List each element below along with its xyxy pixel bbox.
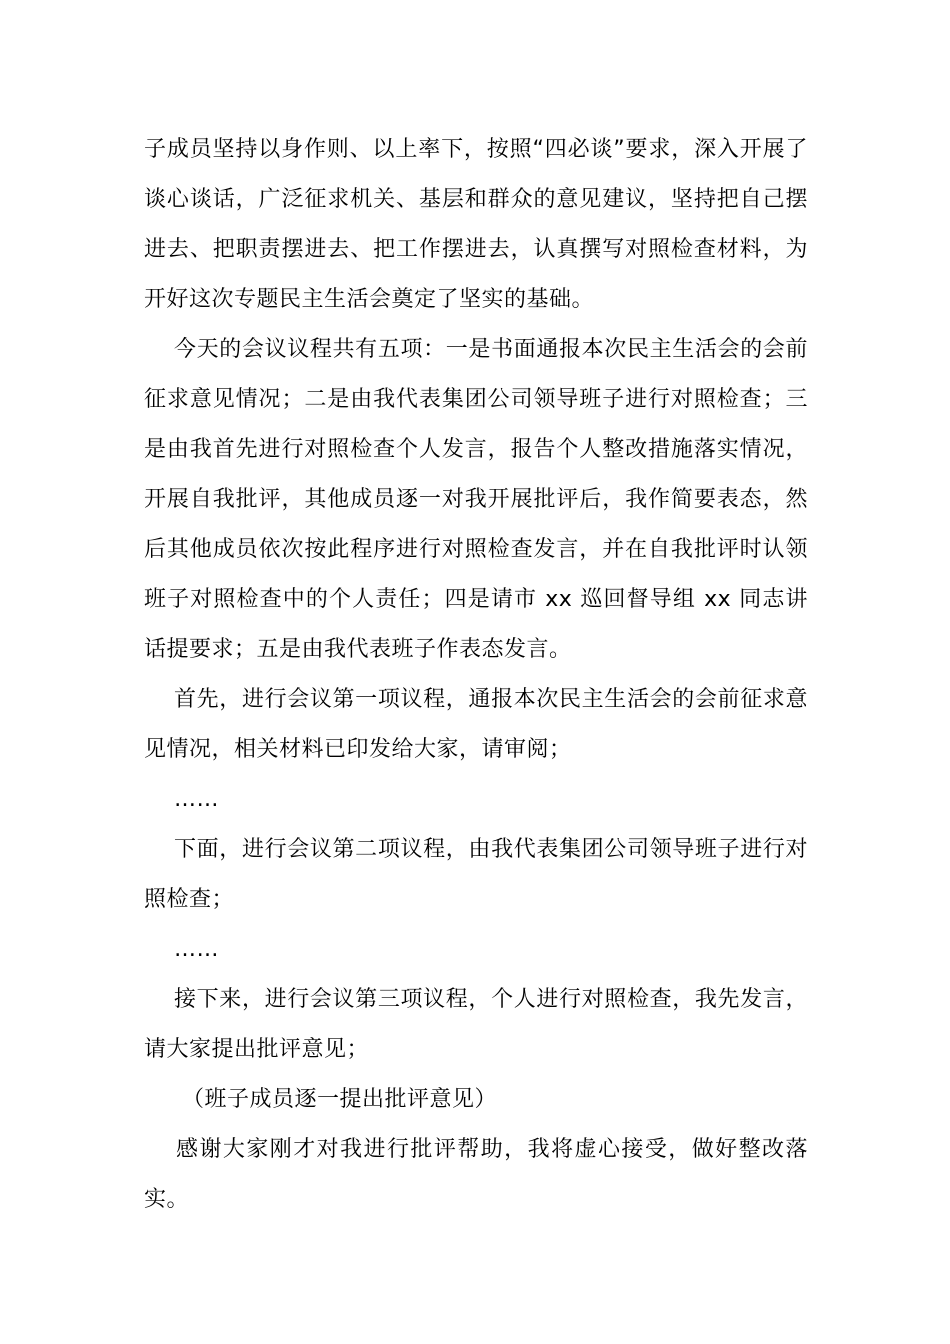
ellipsis-2: …… <box>174 937 219 962</box>
paragraph-first-item: 首先，进行会议第一项议程，通报本次民主生活会的会前征求意见情况，相关材料已印发给大家，请审阅； <box>144 687 808 762</box>
ellipsis-1: …… <box>174 787 219 812</box>
paragraph-agenda: 今天的会议议程共有五项：一是书面通报本次民主生活会的会前征求意见情况；二是由我代表集团公司领导班子进行对照检查；三是由我首先进行对照检查个人发言，报告个人整改措施落实情况，开展自我批评，其他成员逐一对我开展批评后，我作简要表态，然后其他成员依次按此程序进行对照检查发言，并在自我批评时认领班子对照检查中的个人责任；四是请市 xx 巡回督导组 xx 同志讲话提要求；五是由我代表班子作表态发言。 <box>144 337 808 662</box>
document-body <box>144 125 808 1225</box>
paragraph-continuation: 子成员坚持以身作则、以上率下，按照“四必谈”要求，深入开展了谈心谈话，广泛征求机关、基层和群众的意见建议，坚持把自己摆进去、把职责摆进去、把工作摆进去，认真撰写对照检查材料，为开好这次专题民主生活会奠定了坚实的基础。 <box>144 137 808 312</box>
paragraph-third-item: 接下来，进行会议第三项议程，个人进行对照检查，我先发言，请大家提出批评意见； <box>144 987 808 1062</box>
paragraph-thanks: 感谢大家刚才对我进行批评帮助，我将虚心接受，做好整改落实。 <box>144 1137 808 1212</box>
paragraph-second-item: 下面，进行会议第二项议程，由我代表集团公司领导班子进行对照检查； <box>144 837 808 912</box>
paragraph-criticism-note: （班子成员逐一提出批评意见） <box>182 1087 498 1112</box>
